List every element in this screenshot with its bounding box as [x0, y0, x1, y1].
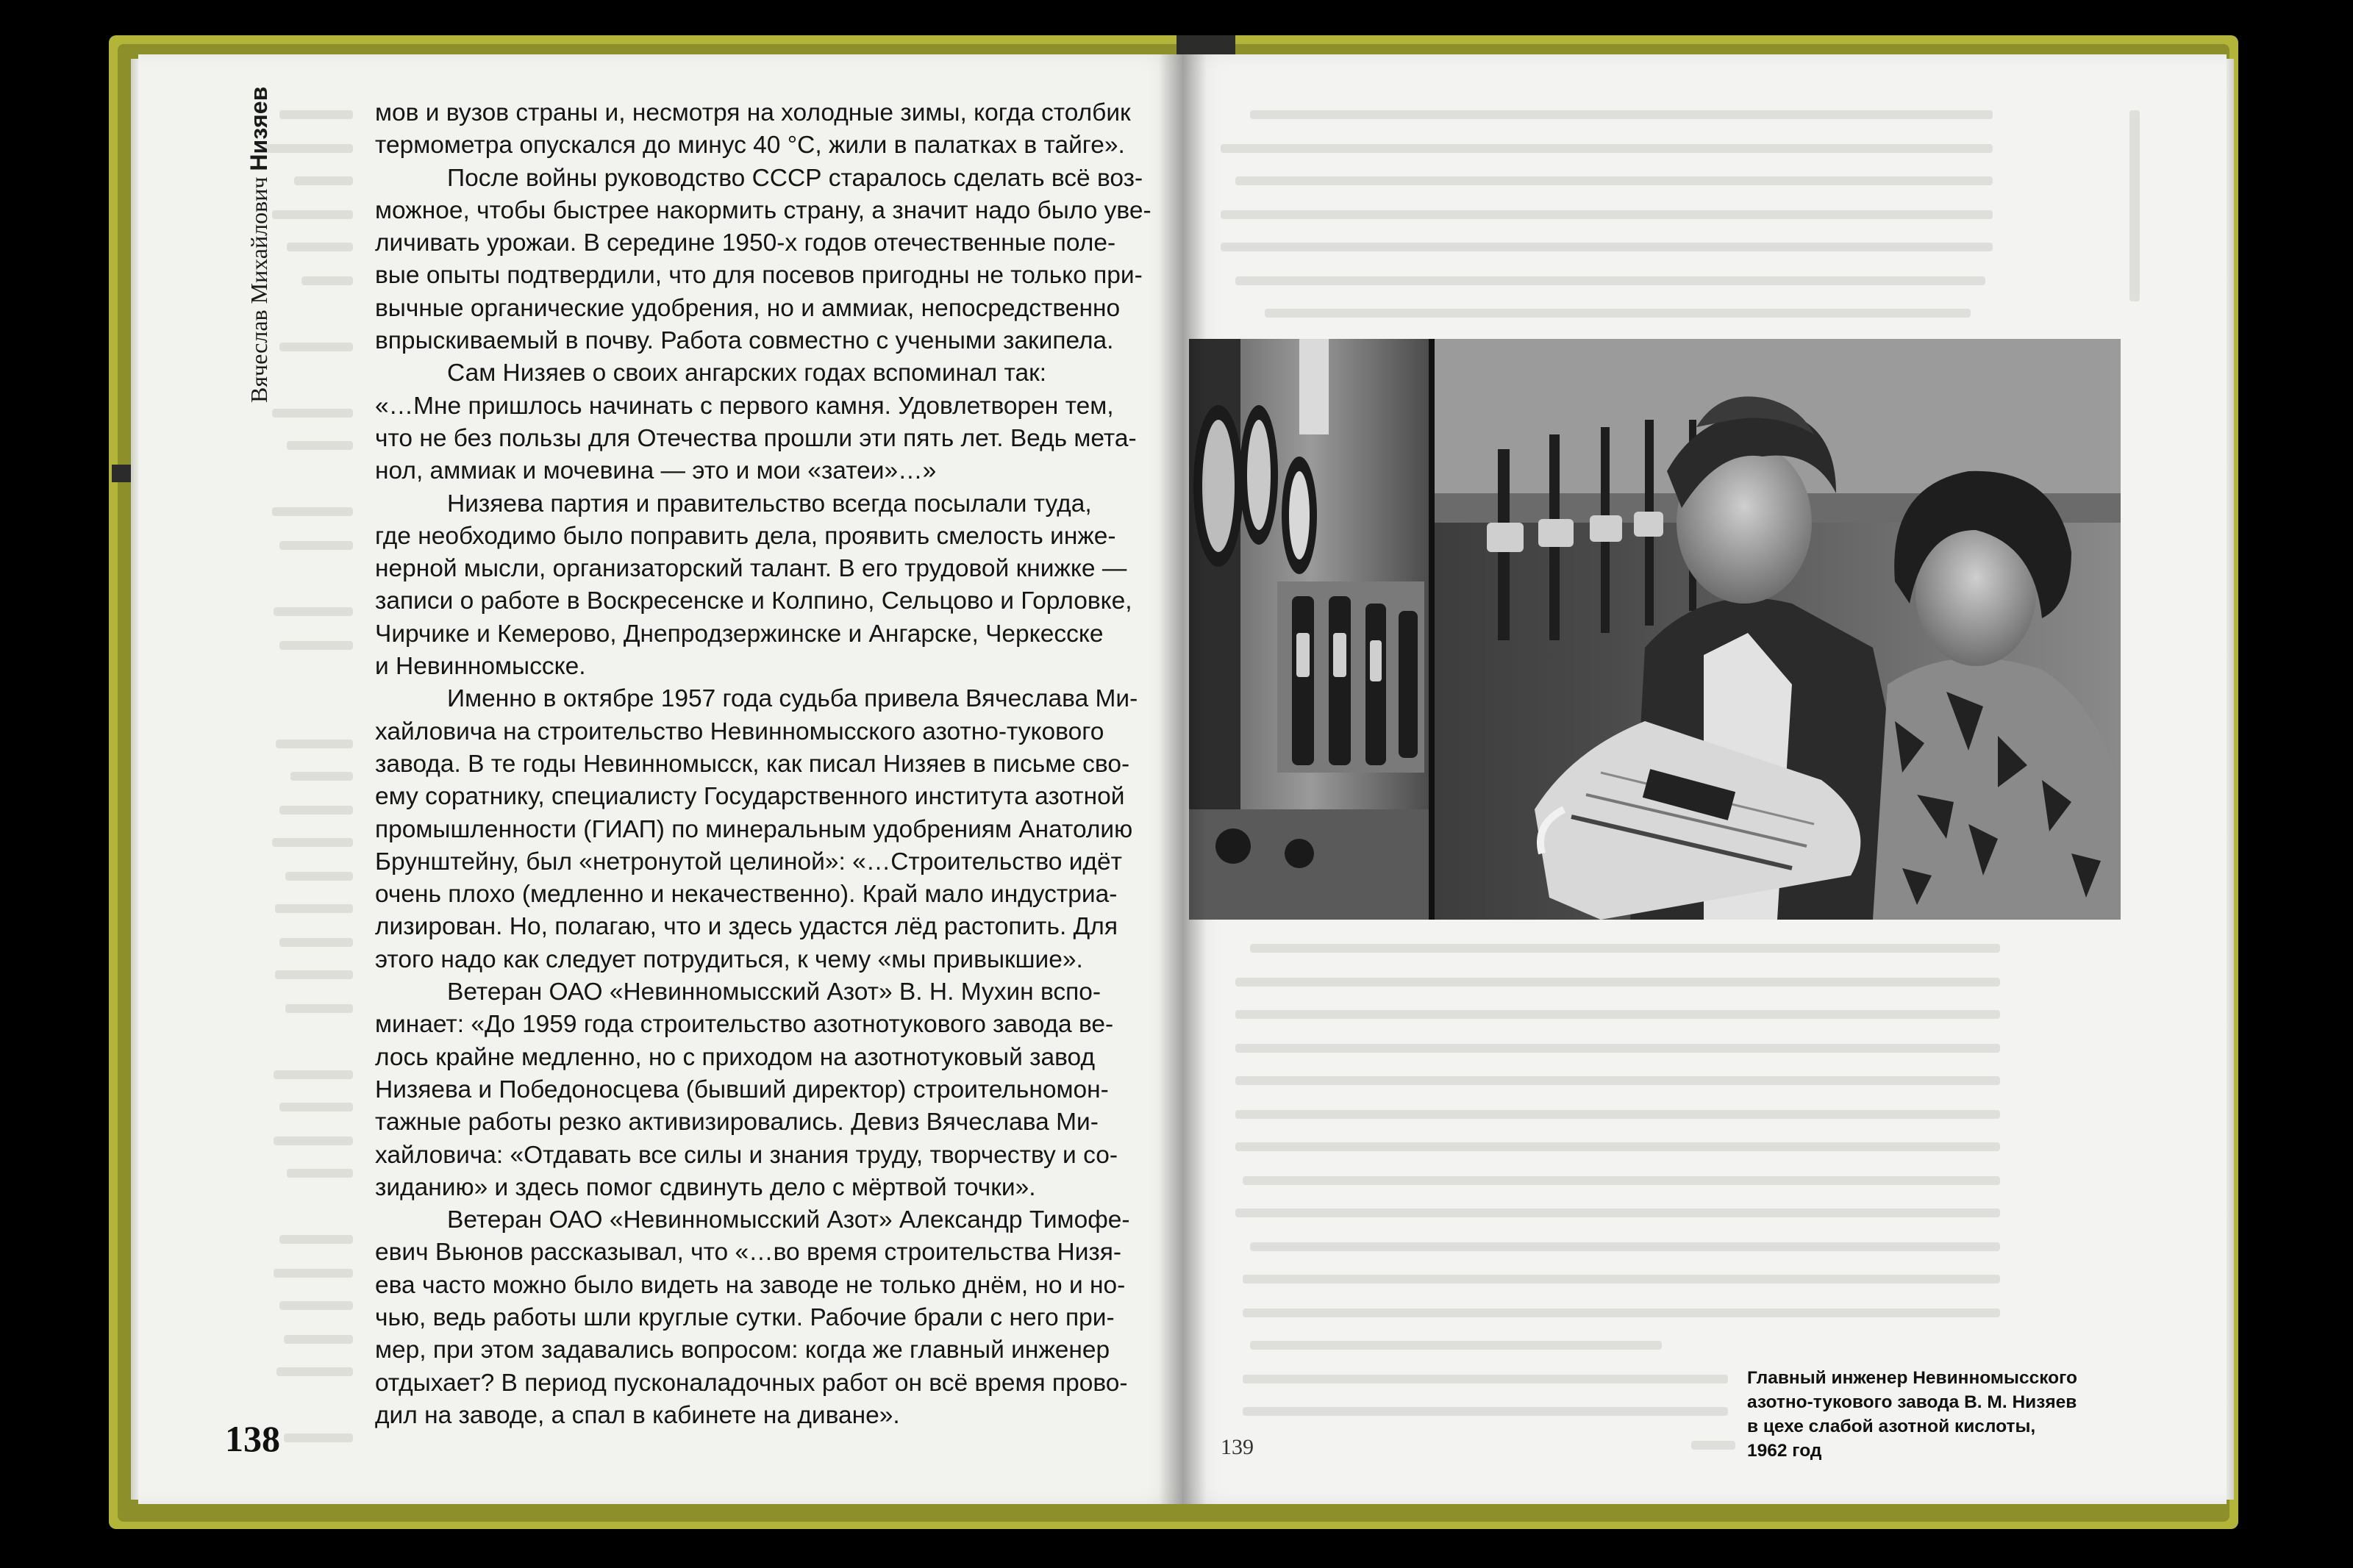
text-line: где необходимо было поправить дела, проявить смелость инже- [375, 522, 1116, 550]
text-line: ему соратнику, специалисту Государственного института азотной [375, 783, 1125, 811]
text-line: впрыскиваемый в почву. Работа совместно с учеными закипела. [375, 327, 1114, 355]
text-line: дил на заводе, а спал в кабинете на диване». [375, 1401, 900, 1429]
text-line: промышленности (ГИАП) по минеральным удобрениям Анатолию [375, 815, 1133, 843]
text-line: хайловича на строительство Невинномысского азотно-тукового [375, 717, 1104, 745]
text-line: Брунштейну, был «нетронутой целиной»: «…Строительство идёт [375, 848, 1122, 876]
text-line: лось крайне медленно, но с приходом на азотнотуковый завод [375, 1043, 1095, 1071]
text-line: чью, ведь работы шли круглые сутки. Рабочие брали с него при- [375, 1303, 1115, 1331]
caption-line: в цехе слабой азотной кислоты, [1747, 1417, 2036, 1436]
running-head-surname: Низяев [246, 86, 272, 171]
photo-caption [1747, 1366, 2093, 1463]
page-number-left: 138 [225, 1418, 280, 1459]
text-line: «…Мне пришлось начинать с первого камня. Удовлетворен тем, [375, 392, 1114, 420]
text-line: Сам Низяев о своих ангарских годах вспоминал так: [447, 359, 1047, 387]
photo [1189, 339, 2121, 920]
text-line: отдыхает? В период пусконаладочных работ он всё время прово- [375, 1369, 1128, 1397]
text-line: этого надо как следует потрудиться, к чему «мы привыкшие». [375, 945, 1083, 973]
text-line: нол, аммиак и мочевина — это и мои «затеи»…» [375, 457, 937, 485]
text-line: очень плохо (медленно и некачественно). Край мало индустриа- [375, 881, 1118, 909]
photo-image [1189, 339, 2121, 920]
text-line: тажные работы резко активизировались. Девиз Вячеслава Ми- [375, 1109, 1099, 1136]
text-line: Ветеран ОАО «Невинномысский Азот» В. Н. Мухин вспо- [447, 978, 1101, 1006]
text-line: термометра опускался до минус 40 °С, жили в палатках в тайге». [375, 132, 1125, 160]
text-line: После войны руководство СССР старалось сделать всё воз- [447, 164, 1143, 192]
running-head-name: Вячеслав Михайлович [246, 176, 272, 403]
text-line: Именно в октябре 1957 года судьба привела Вячеслава Ми- [447, 685, 1138, 713]
page-number-right: 139 [1221, 1435, 1254, 1459]
text-line: что не без пользы для Отечества прошли эти пять лет. Ведь мета- [375, 424, 1137, 452]
spine-gutter [1158, 54, 1207, 1504]
left-page-body [375, 97, 1156, 1432]
text-line: нерной мысли, организаторский талант. В его трудовой книжке — [375, 555, 1127, 583]
caption-line: Главный инженер Невинномысского [1747, 1368, 2077, 1388]
text-line: и Невинномысске. [375, 653, 586, 681]
text-line: ева часто можно было видеть на заводе не только днём, но и но- [375, 1271, 1126, 1299]
caption-line: азотно-тукового завода В. М. Низяев [1747, 1392, 2077, 1412]
text-line: хайловича: «Отдавать все силы и знания труду, творчеству и со- [375, 1141, 1118, 1169]
text-line: Ветеран ОАО «Невинномысский Азот» Александр Тимофе- [447, 1206, 1130, 1234]
text-line: минает: «До 1959 года строительство азотнотукового завода ве- [375, 1011, 1114, 1039]
caption-line: 1962 год [1747, 1441, 1822, 1461]
text-line: завода. В те годы Невинномысск, как писал Низяев в письме сво- [375, 750, 1130, 778]
text-line: вые опыты подтвердили, что для посевов пригодны не только при- [375, 262, 1143, 290]
text-line: евич Вьюнов рассказывал, что «…во время строительства Низя- [375, 1239, 1122, 1267]
text-line: лизирован. Но, полагаю, что и здесь удастся лёд растопить. Для [375, 913, 1118, 941]
text-line: мер, при этом задавались вопросом: когда же главный инженер [375, 1336, 1110, 1364]
text-line: личивать урожаи. В середине 1950-х годов отечественные поле- [375, 229, 1116, 257]
text-line: вычные органические удобрения, но и аммиак, непосредственно [375, 294, 1121, 322]
text-line: Низяева и Победоносцева (бывший директор) строительномон- [375, 1075, 1109, 1103]
text-line: Низяева партия и правительство всегда посылали туда, [447, 490, 1092, 518]
text-line: зиданию» и здесь помог сдвинуть дело с мёртвой точки». [375, 1173, 1036, 1201]
text-line: записи о работе в Воскресенске и Колпино, Сельцово и Горловке, [375, 587, 1132, 615]
text-line: мов и вузов страны и, несмотря на холодные зимы, когда столбик [375, 99, 1131, 126]
text-line: Чирчике и Кемерово, Днепродзержинске и Ангарске, Черкесске [375, 620, 1104, 648]
text-line: можное, чтобы быстрее накормить страну, а значит надо было уве- [375, 196, 1151, 224]
running-head [246, 87, 273, 403]
